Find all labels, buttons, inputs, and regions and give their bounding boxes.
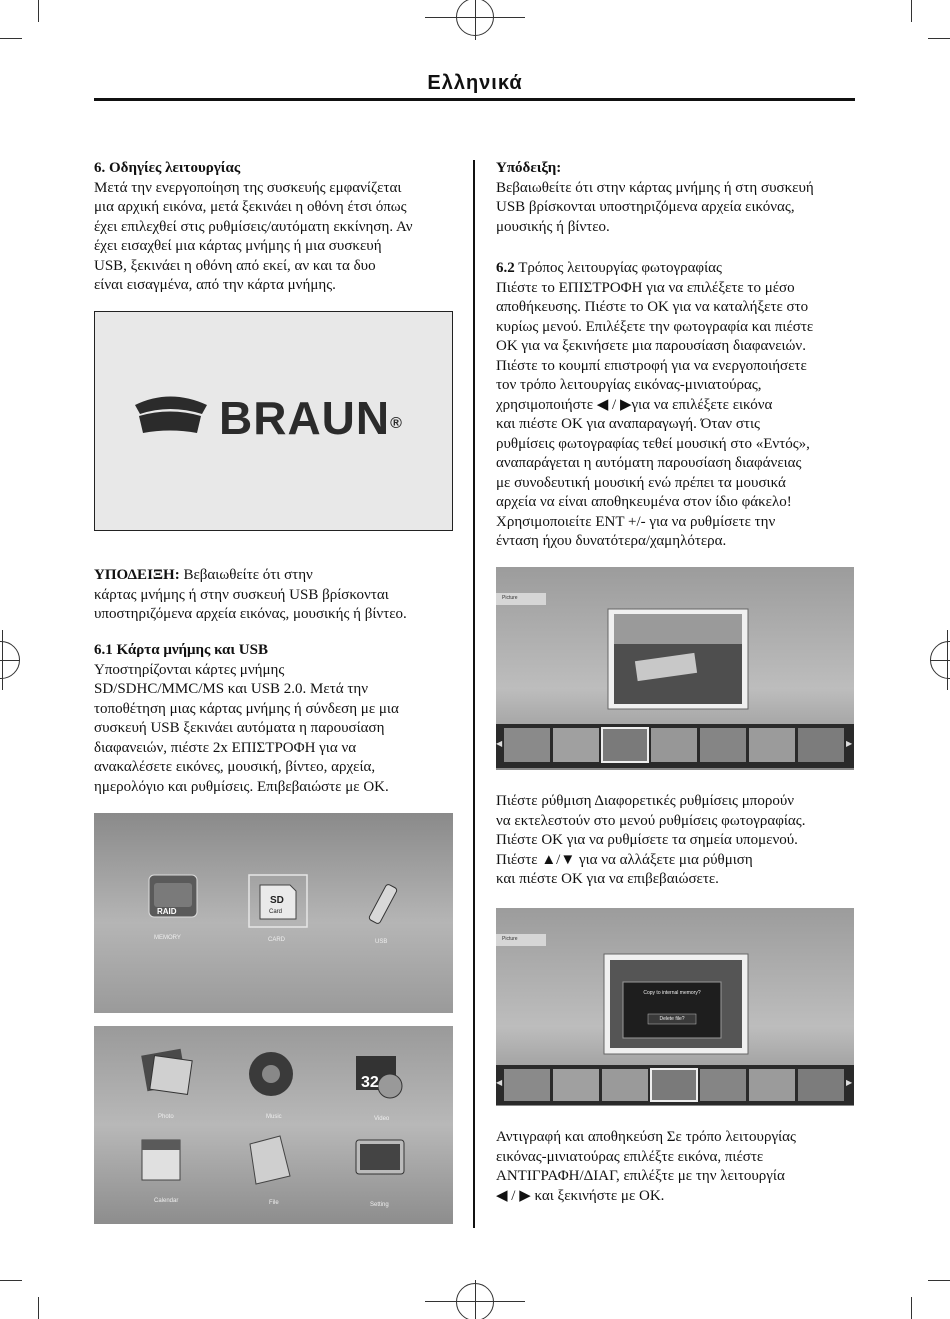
copy-question: Copy to internal memory? xyxy=(643,990,701,996)
settings-block xyxy=(496,792,861,890)
section-6-2-line: τον τρόπο λειτουργίας εικόνας-μινιατούρας, xyxy=(496,377,762,393)
delete-option[interactable]: Delete file? xyxy=(659,1016,685,1022)
raid-label: RAID xyxy=(157,907,177,916)
picture-tab[interactable]: Picture xyxy=(496,593,546,605)
section-6-line: έχει εισαχθεί μια κάρτας μνήμης ή μια συσκευή xyxy=(94,238,382,254)
section-6-2-line: χρησιμοποιήστε ◀ / ▶για να επιλέξετε εικόνα xyxy=(496,396,773,413)
card-option[interactable]: CARD xyxy=(268,937,286,943)
tip-line: Βεβαιωθείτε ότι στην κάρτας μνήμης ή στη συσκευή xyxy=(496,179,814,196)
copy-dialog-screenshot xyxy=(496,908,854,1106)
thumb-prev-icon[interactable]: ◀ xyxy=(496,739,503,748)
settings-line: Πιέστε ρύθμιση Διαφορετικές ρυθμίσεις μπορούν xyxy=(496,793,795,809)
registration-circle-bottom xyxy=(456,1283,494,1319)
section-6-2-line: και πιέστε ΟΚ για αναπαραγωγή. Όταν στις xyxy=(496,416,760,432)
photo-viewer-screenshot xyxy=(496,567,854,770)
section-6 xyxy=(94,159,464,296)
section-6-2 xyxy=(496,259,861,552)
section-6-line: μια αρχική εικόνα, μετά ξεκινάει η οθόνη έτσι όπως xyxy=(94,199,407,215)
crop-mark-bottom-right-h xyxy=(928,1280,950,1281)
section-6-2-line: ΟΚ για να ξεκινήσετε μια παρουσίαση διαφανειών. xyxy=(496,338,806,354)
photo-option[interactable]: Photo xyxy=(158,1114,174,1120)
section-6-1-line: τοποθέτηση μιας κάρτας μνήμης ή σύνδεση με μια xyxy=(94,700,399,717)
column-divider xyxy=(473,160,475,1228)
section-6-2-title: Τρόπος λειτουργίας φωτογραφίας xyxy=(514,260,722,276)
crop-mark-top-left-v xyxy=(38,0,39,22)
settings-line: να εκτελεστούν στο μενού ρυθμίσεις φωτογραφίας. xyxy=(496,812,806,829)
braun-splash-screenshot xyxy=(94,311,453,531)
section-6-1 xyxy=(94,641,464,797)
section-6-1-line: διαφανειών, πιέστε 2x ΕΠΙΣΤΡΟΦΗ για να xyxy=(94,739,357,756)
section-6-2-line: κυρίως μενού. Επιλέξετε την φωτογραφία και πιέστε xyxy=(496,318,814,335)
picture-tab[interactable]: Picture xyxy=(496,934,546,946)
section-6-2-line: ένταση ήχου δυνατότερα/χαμηλότερα. xyxy=(496,533,727,549)
section-6-heading: 6. Οδηγίες λειτουργίας xyxy=(94,160,241,176)
section-6-line: Μετά την ενεργοποίηση της συσκευής εμφανίζεται xyxy=(94,179,402,196)
crop-mark-bottom-left-v xyxy=(38,1297,39,1319)
section-6-2-line: αποθήκευσης. Πιέστε το ΟΚ για να καταλήξετε στο xyxy=(496,299,809,315)
video-option[interactable]: Video xyxy=(374,1116,390,1122)
section-6-1-line: ημερολόγιο και ρυθμίσεις. Επιβεβαιώστε με ΟΚ. xyxy=(94,778,389,795)
page-title: Ελληνικά xyxy=(427,72,523,94)
section-6-1-line: SD/SDHC/MMC/MS και USB 2.0. Μετά την xyxy=(94,681,368,697)
hint-label: ΥΠΟΔΕΙΞΗ: xyxy=(94,567,180,583)
hint-text: Βεβαιωθείτε ότι στην xyxy=(179,567,313,583)
hint-first-line xyxy=(94,566,464,586)
section-6-2-line: αναπαράγεται η αυτόματη παρουσίαση διαφάνειας xyxy=(496,455,802,471)
crop-mark-top-right-h xyxy=(928,38,950,39)
settings-line: Πιέστε ΟΚ για να ρυθμίσετε τα σημεία υπομενού. xyxy=(496,832,798,848)
photo-viewer-graphics xyxy=(496,567,854,770)
thumb-next-icon[interactable]: ▶ xyxy=(846,739,853,748)
crop-mark-bottom-left-h xyxy=(0,1280,22,1281)
music-option[interactable]: Music xyxy=(266,1114,282,1120)
video-badge: 32 xyxy=(361,1074,379,1091)
registration-circle-top xyxy=(456,0,494,36)
card-small-label: Card xyxy=(269,909,283,915)
braun-wordmark: BRAUN xyxy=(219,392,391,444)
crop-mark-top-right-v xyxy=(911,0,912,22)
sd-label: SD xyxy=(270,895,284,906)
section-6-line: έχει επιλεχθεί στις ρυθμίσεις/αυτόματη εκκίνηση. Αν xyxy=(94,218,413,235)
tip-line: μουσικής ή βίντεο. xyxy=(496,218,610,235)
section-6-2-line: αρχεία να είναι αποθηκευμένα στον ίδιο φάκελο! xyxy=(496,494,792,510)
copy-line: ◀ / ▶ και ξεκινήστε με ΟΚ. xyxy=(496,1187,665,1204)
tip-heading: Υπόδειξη: xyxy=(496,160,562,176)
copy-block xyxy=(496,1128,861,1206)
section-6-2-line: Πιέστε το ΕΠΙΣΤΡΟΦΗ για να επιλέξετε το μέσο xyxy=(496,279,795,296)
section-6-2-heading xyxy=(496,259,861,279)
usb-option[interactable]: USB xyxy=(375,939,388,945)
thumb-prev-icon[interactable]: ◀ xyxy=(496,1078,503,1087)
section-6-1-line: συσκευή USB ξεκινάει αυτόματα η παρουσίαση xyxy=(94,720,385,736)
hint-line: κάρτας μνήμης ή στην συσκευή USB βρίσκονται xyxy=(94,586,389,603)
section-6-1-line: ανακαλέσετε εικόνες, μουσική, βίντεο, αρχεία, xyxy=(94,759,376,775)
copy-line: ΑΝΤΙΓΡΑΦΗ/ΔΙΑΓ, επιλέξτε με την λειτουργία xyxy=(496,1168,785,1184)
braun-logo-text xyxy=(219,392,403,444)
copy-line: Αντιγραφή και αποθηκεύση Σε τρόπο λειτουργίας xyxy=(496,1129,796,1145)
crop-mark-bottom-right-v xyxy=(911,1297,912,1319)
calendar-option[interactable]: Calendar xyxy=(154,1198,179,1204)
section-6-2-line: Χρησιμοποιείτε ENT +/- για να ρυθμίσετε την xyxy=(496,513,776,530)
setting-option[interactable]: Setting xyxy=(370,1202,389,1208)
source-menu-screenshot xyxy=(94,813,453,1013)
settings-line: και πιέστε ΟΚ για να επιβεβαιώσετε. xyxy=(496,871,719,887)
thumb-next-icon[interactable]: ▶ xyxy=(846,1078,853,1087)
registered-mark: ® xyxy=(390,415,403,432)
memory-option[interactable]: MEMORY xyxy=(154,935,181,941)
main-menu-screenshot xyxy=(94,1026,453,1224)
section-6-2-number: 6.2 xyxy=(496,260,515,276)
hint-line: υποστηριζόμενα αρχεία εικόνας, μουσικής ή βίντεο. xyxy=(94,606,407,622)
registration-circle-left xyxy=(0,641,20,679)
section-6-line: είναι εισαγμένα, από την κάρτα μνήμης. xyxy=(94,277,336,293)
tip-block xyxy=(496,159,861,237)
copy-line: εικόνας-μινιατούρας επιλέξτε εικόνα, πιέστε xyxy=(496,1148,764,1165)
copy-dialog-graphics xyxy=(496,908,854,1106)
file-option[interactable]: File xyxy=(269,1200,279,1206)
section-6-1-line: Υποστηρίζονται κάρτες μνήμης xyxy=(94,661,285,678)
section-6-line: USB, ξεκινάει η οθόνη από εκεί, αν και τα δυο xyxy=(94,257,376,274)
registration-circle-right xyxy=(930,641,950,679)
title-rule xyxy=(94,98,855,101)
main-menu-graphics xyxy=(94,1026,453,1224)
section-6-2-line: Πιέστε το κουμπί επιστροφή για να ενεργοποιήσετε xyxy=(496,357,807,374)
crop-mark-top-left-h xyxy=(0,38,22,39)
tip-line: USB βρίσκονται υποστηριζόμενα αρχεία εικόνας, xyxy=(496,199,795,215)
hint-block xyxy=(94,566,464,625)
section-6-1-heading: 6.1 Κάρτα μνήμης και USB xyxy=(94,642,268,658)
settings-line: Πιέστε ▲/▼ για να αλλάξετε μια ρύθμιση xyxy=(496,851,753,868)
section-6-2-line: με συνοδευτική μουσική ενώ πρέπει τα μουσικά xyxy=(496,474,786,491)
section-6-2-line: ρυθμίσεις φωτογραφίας τεθεί μουσική στο «Εντός», xyxy=(496,435,810,452)
